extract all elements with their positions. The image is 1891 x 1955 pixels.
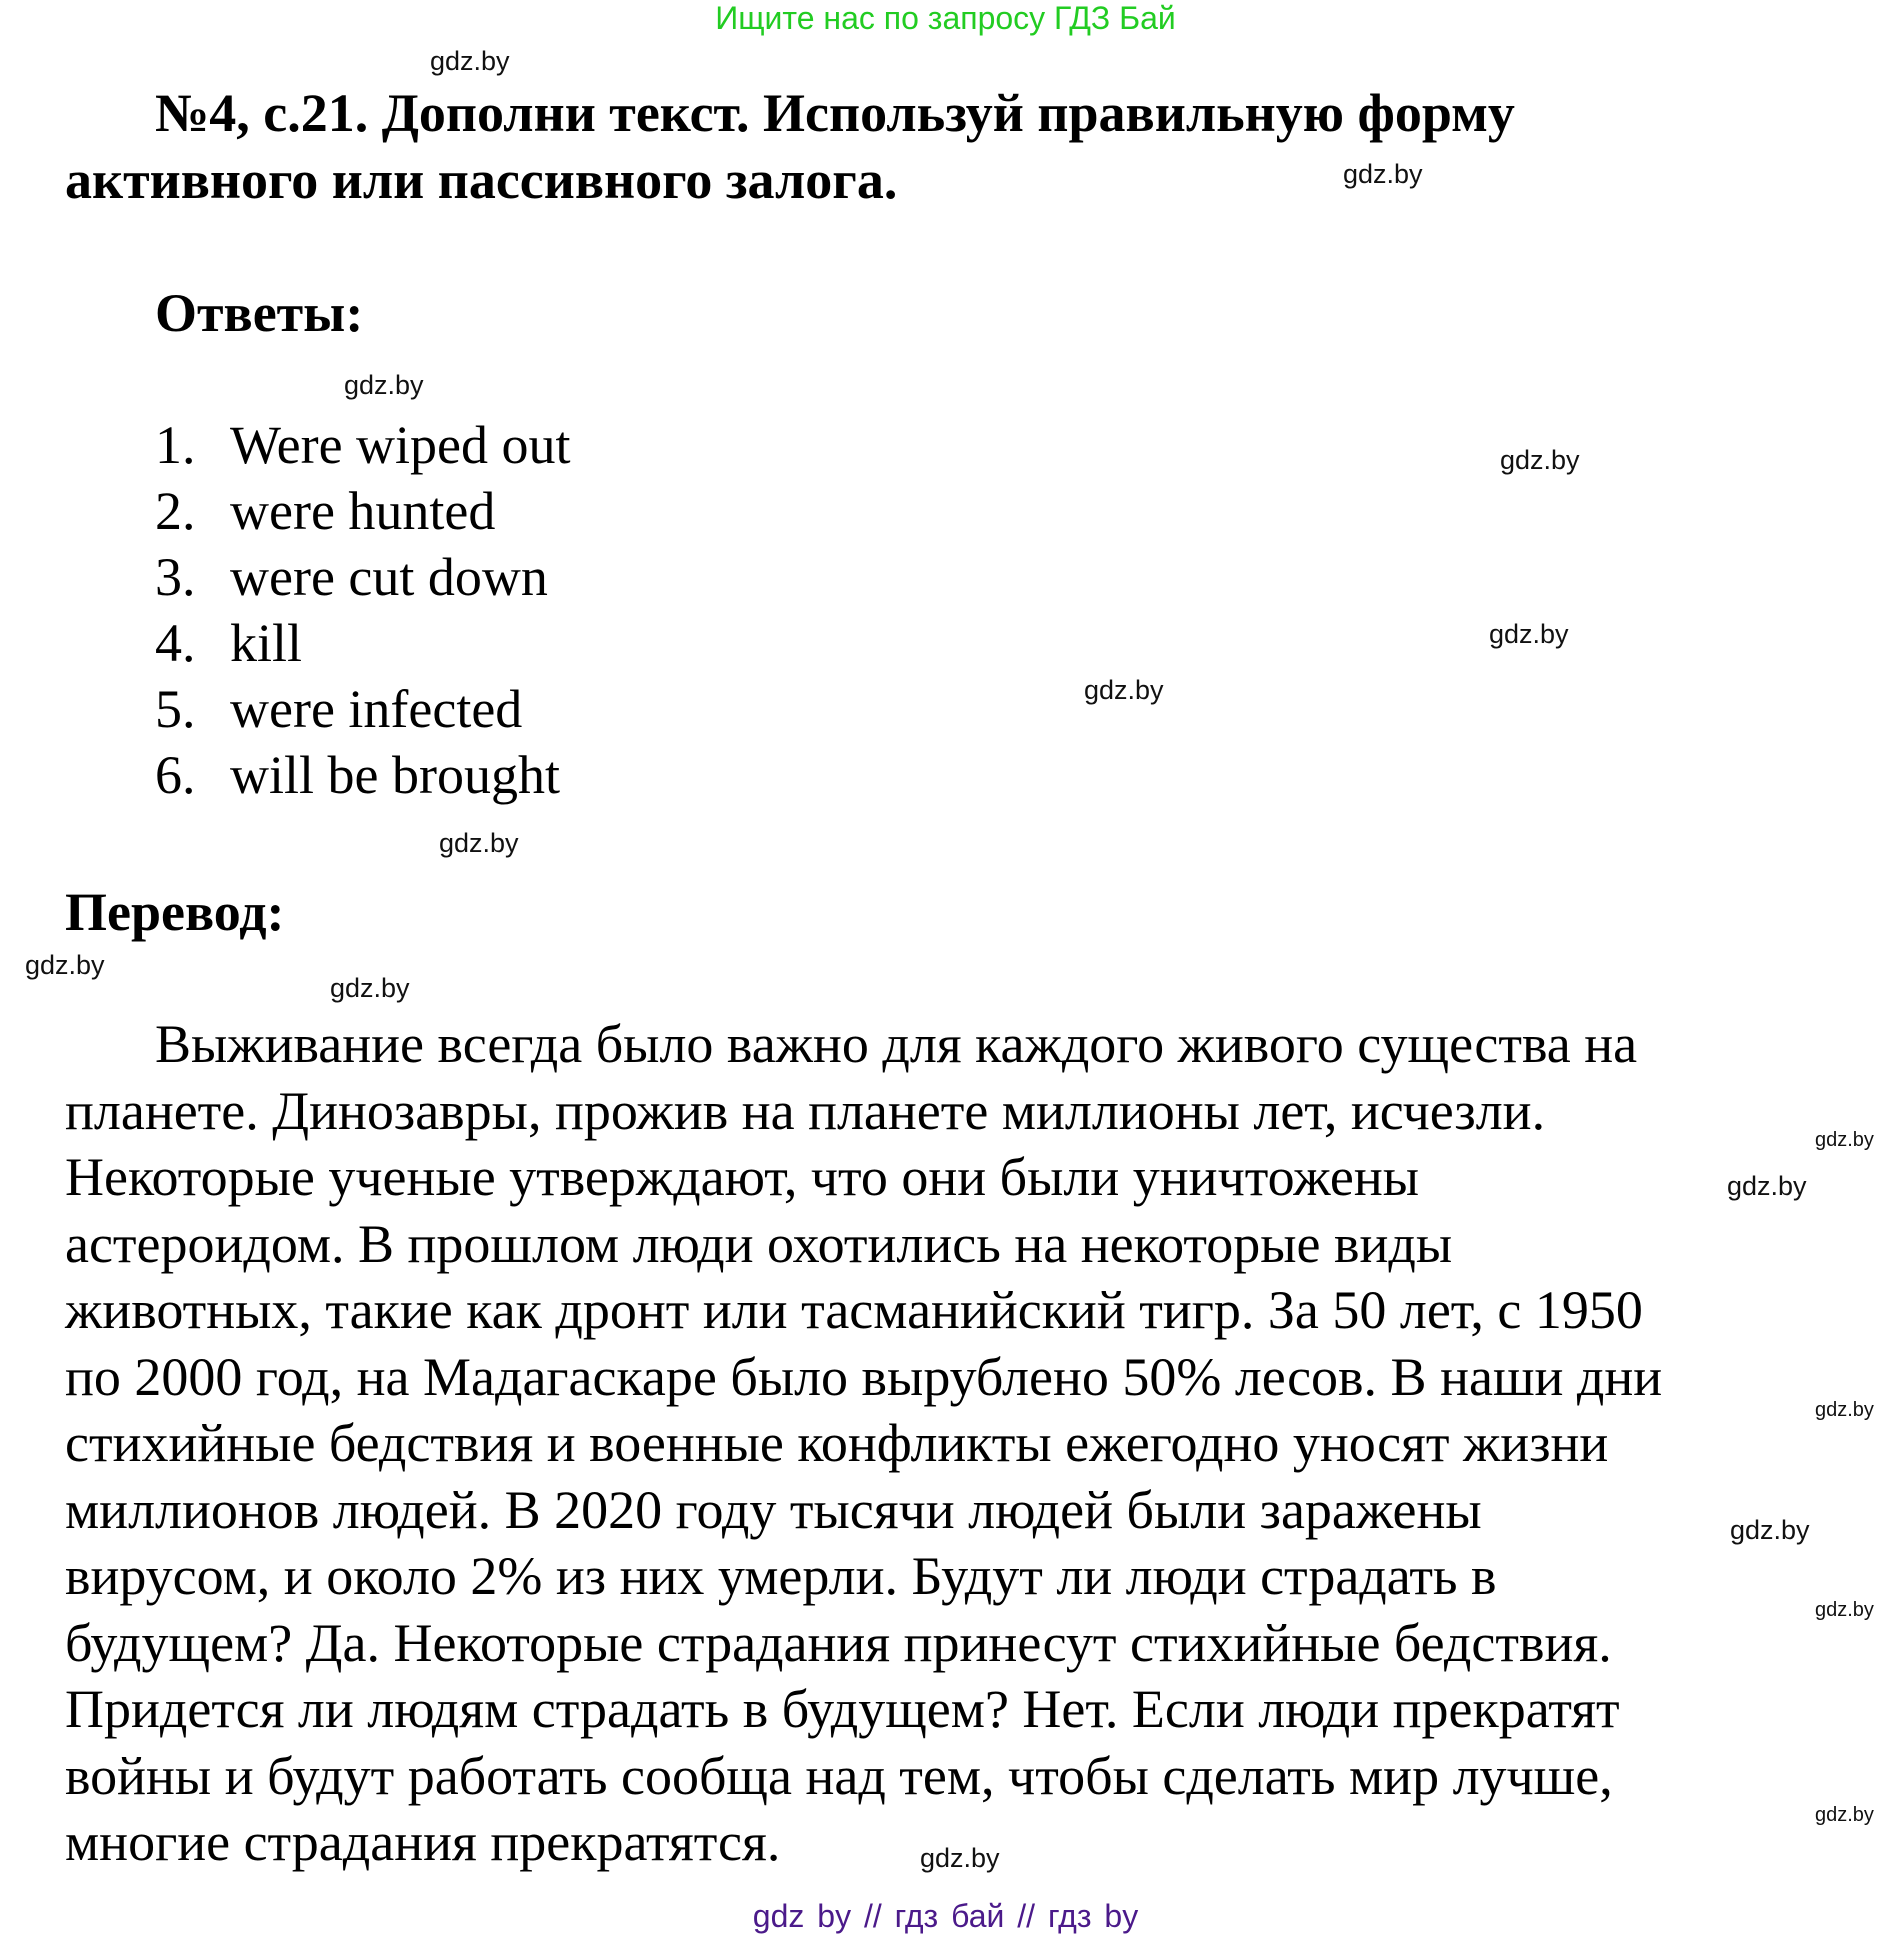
watermark: gdz.by xyxy=(1815,1399,1874,1421)
item-text: will be brought xyxy=(230,745,560,805)
watermark: gdz.by xyxy=(439,828,519,858)
watermark: gdz.by xyxy=(430,46,510,76)
paragraph-line: животных, такие как дронт или тасманийский тигр. За 50 лет, с 1950 xyxy=(65,1280,1643,1340)
watermark: gdz.by xyxy=(1489,619,1569,649)
item-text: kill xyxy=(230,613,303,673)
watermark: gdz.by xyxy=(344,370,424,400)
translation-paragraph xyxy=(65,1011,1662,1876)
item-text: were hunted xyxy=(230,481,496,541)
watermark: gdz.by xyxy=(1084,675,1164,705)
paragraph-line: астероидом. В прошлом люди охотились на некоторые виды xyxy=(65,1213,1453,1274)
paragraph-line: Некоторые ученые утверждают, что они были уничтожены xyxy=(65,1147,1420,1207)
item-text: were infected xyxy=(230,679,523,739)
paragraph-line: Выживание всегда было важно для каждого живого существа на xyxy=(155,1014,1638,1074)
paragraph-line: войны и будут работать сообща над тем, чтобы сделать мир лучше, xyxy=(65,1745,1613,1806)
watermark: gdz.by xyxy=(1815,1804,1874,1826)
paragraph-line: будущем? Да. Некоторые страдания принесут стихийные бедствия. xyxy=(65,1612,1612,1673)
bottom-banner: gdz by // гдз бай // гдз by xyxy=(752,1898,1139,1934)
watermark: gdz.by xyxy=(1500,445,1580,475)
translation-heading: Перевод: xyxy=(65,882,285,942)
item-number: 5. xyxy=(155,679,196,739)
paragraph-line: стихийные бедствия и военные конфликты ежегодно уносят жизни xyxy=(65,1413,1609,1473)
title-line-1: №4, с.21. Дополни текст. Используй правильную форму xyxy=(155,83,1515,143)
watermark: gdz.by xyxy=(1815,1599,1874,1621)
watermark: gdz.by xyxy=(1730,1515,1810,1545)
paragraph-line: Придется ли людям страдать в будущем? Нет. Если люди прекратят xyxy=(65,1679,1620,1739)
item-number: 1. xyxy=(155,415,196,475)
watermark: gdz.by xyxy=(1727,1171,1807,1201)
top-banner: Ищите нас по запросу ГДЗ Бай xyxy=(715,0,1176,36)
item-number: 6. xyxy=(155,745,196,805)
paragraph-line: вирусом, и около 2% из них умерли. Будут ли люди страдать в xyxy=(65,1546,1497,1606)
item-number: 2. xyxy=(155,481,196,541)
paragraph-line: миллионов людей. В 2020 году тысячи людей были заражены xyxy=(65,1479,1482,1540)
watermark: gdz.by xyxy=(330,973,410,1003)
watermark: gdz.by xyxy=(1343,159,1423,189)
watermark: gdz.by xyxy=(1815,1129,1874,1151)
watermark: gdz.by xyxy=(25,950,105,980)
item-text: Were wiped out xyxy=(230,415,571,475)
item-number: 3. xyxy=(155,547,196,607)
title-line-2: активного или пассивного залога. xyxy=(65,150,898,210)
answers-list xyxy=(155,412,955,812)
paragraph-line: по 2000 год, на Мадагаскаре было вырублено 50% лесов. В наши дни xyxy=(65,1346,1663,1407)
item-number: 4. xyxy=(155,613,196,673)
paragraph-line: планете. Динозавры, прожив на планете миллионы лет, исчезли. xyxy=(65,1080,1546,1141)
paragraph-line: многие страдания прекратятся. xyxy=(65,1812,781,1872)
answers-heading: Ответы: xyxy=(155,283,364,343)
watermark: gdz.by xyxy=(920,1843,1000,1873)
item-text: were cut down xyxy=(230,547,548,607)
